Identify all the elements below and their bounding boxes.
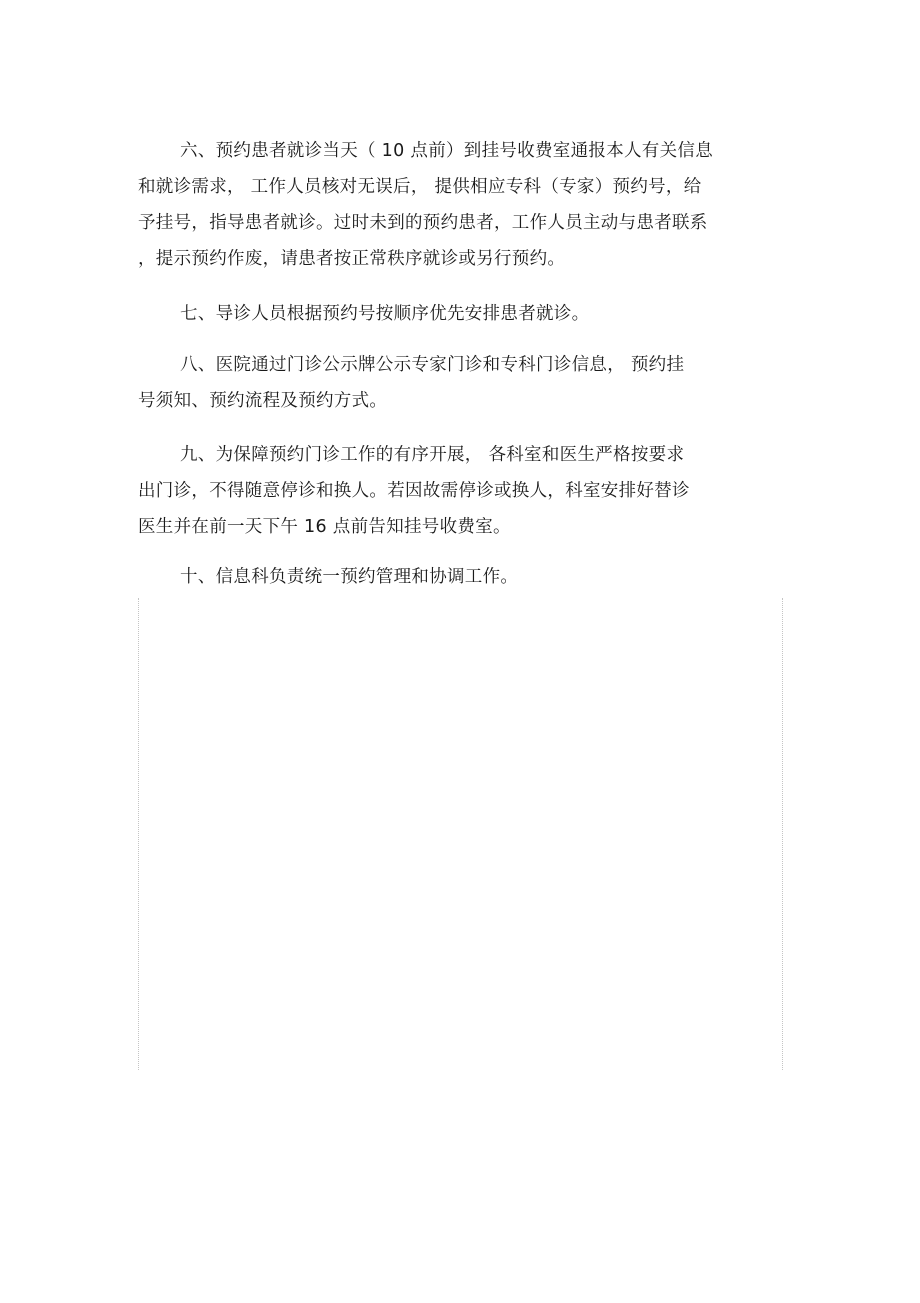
empty-frame — [138, 598, 783, 1070]
paragraph-line: 和就诊需求， 工作人员核对无误后， 提供相应专科（专家）预约号，给 — [138, 177, 702, 197]
paragraph-line: 七、导诊人员根据预约号按顺序优先安排患者就诊。 — [180, 304, 590, 324]
paragraph-line: ，提示预约作废，请患者按正常秩序就诊或另行预约。 — [138, 249, 566, 269]
paragraph-seven — [138, 296, 798, 332]
paragraph-line: 医生并在前一天下午 16 点前告知挂号收费室。 — [138, 517, 511, 537]
paragraph-line: 出门诊，不得随意停诊和换人。若因故需停诊或换人，科室安排好替诊 — [138, 481, 690, 501]
paragraph-ten — [138, 559, 798, 595]
paragraph-line: 六、预约患者就诊当天（ 10 点前）到挂号收费室通报本人有关信息 — [180, 141, 713, 161]
paragraph-line: 十、信息科负责统一预约管理和协调工作。 — [180, 567, 519, 587]
paragraph-line: 八、医院通过门诊公示牌公示专家门诊和专科门诊信息， 预约挂 — [180, 355, 685, 375]
paragraph-line: 九、为保障预约门诊工作的有序开展， 各科室和医生严格按要求 — [180, 445, 685, 465]
paragraph-nine — [138, 437, 798, 545]
paragraph-line: 予挂号，指导患者就诊。过时未到的预约患者，工作人员主动与患者联系 — [138, 213, 708, 233]
paragraph-eight — [138, 347, 798, 419]
paragraph-six — [138, 133, 798, 277]
paragraph-line: 号须知、预约流程及预约方式。 — [138, 391, 388, 411]
